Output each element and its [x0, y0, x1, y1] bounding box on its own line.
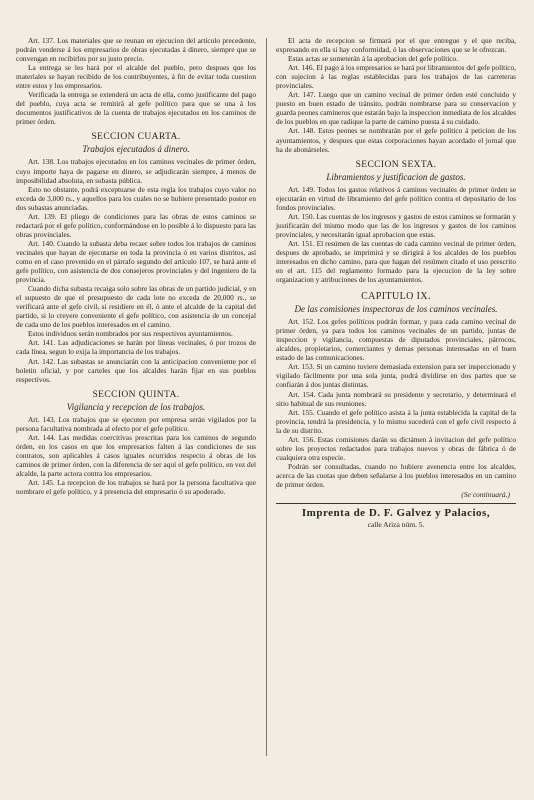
imprint-line: Imprenta de D. F. Galvez y Palacios, [301, 507, 491, 520]
paragraph: Art. 140. Cuando la subasta deba recaer sobre todos los trabajos de caminos vecinales que hayan de ejecutarse en toda la provincia ó en varios distritos, así como en el caso prevenido en el párrafo segundo del artículo 107, se hará ante el gefe político, con asistencia de dos consejeros provinciales y del ingeniero de la provincia. [16, 238, 256, 285]
paragraph: Art. 153. Si un camino tuviere demasiada extension para ser inspeccionado y vigilado fácilmente por una sola junta, podrá dividirse en dos partes que se confiarán á dos juntas distintas. [276, 362, 516, 390]
paragraph: Art. 155. Cuando el gefe político asista á la junta establecida la capital de la provincia, tendrá la presidencia, y lo mismo sucederá con el gefe civil respecto á la de su distrito. [276, 407, 516, 435]
paragraph: Art. 145. La recepcion de los trabajos se hará por la persona facultativa que nombrare el gefe político, y á presencia del empresario ó su apoderado. [16, 477, 256, 497]
column-divider [266, 38, 267, 756]
paragraph: El acta de recepcion se firmará por el que entregue y el que reciba, expresando en ella si hay conformidad, ó las observaciones que se le ofrezcan. [276, 36, 516, 55]
section-heading: SECCION CUARTA. [91, 132, 181, 143]
paragraph: Art. 141. Las adjudicaciones se harán por líneas vecinales, ó por trozos de cada línea, segun lo exija la importancia de los trabajos. [16, 338, 256, 357]
section-subheading: Libramientos y justificacion de gastos. [326, 171, 466, 182]
paragraph: Art. 143. Los trabajos que se ejecuten por empresa serán vigilados por la persona facultativa nombrada al efecto por el gefe político. [16, 414, 256, 433]
continued-note: (Se continuará.) [461, 490, 510, 500]
imprint-rule [276, 503, 516, 504]
paragraph: Art. 138. Los trabajos ejecutados en los caminos vecinales de primer órden, cuyo importe haya de pagarse en dinero, se adjudicarán siempre, á menos de imposibilidad absoluta, en subasta pública. [16, 157, 256, 185]
paragraph: Art. 139. El pliego de condiciones para las obras de estos caminos se redactará por el gefe político, conformándose en lo posible á lo dispuesto para las obras provinciales. [16, 211, 256, 239]
chapter-subheading: De las comisiones inspectoras de los caminos vecinales. [294, 304, 498, 315]
section-heading: SECCION SEXTA. [355, 159, 437, 170]
paragraph: Art. 154. Cada junta nombrará su presidente y secretario, y determinará el sitio habitual de sus reuniones. [276, 389, 516, 408]
paragraph: Art. 151. El resúmen de las cuentas de cada camino vecinal de primer órden, despues de aprobado, se imprimirá y se dirigirá á los alcaldes de los pueblos interesados en dicho camino, para que hagan del resúmen citado el uso prescrito en el art. 115 del reglamento formado para la ejecucion de la ley sobre organizacion y atribuciones de los ayuntamientos. [276, 238, 516, 285]
right-column [276, 36, 516, 529]
paragraph: Esto no obstante, podrá exceptuarse de esta regla los trabajos cuyo valor no exceda de 3,000 rs., y aquellos para los cuales no se hubiere presentado postor en dos subastas anunciadas. [16, 184, 256, 212]
paragraph: Podrán ser consultadas, cuando no hubiere avenencia entre los alcaldes, acerca de las cuotas que deben señalarse á los pueblos interesados en un camino de primer órden. [276, 461, 516, 489]
paragraph: Art. 147. Luego que un camino vecinal de primer órden esté concluido y puesto en buen estado de tránsito, podrán nombrarse para su conservacion y guarda peones camineros que estarán bajo la inspeccion inmediata de los alcaldes de los pueblos en que radique la parte de camino puesta á su cuidado. [276, 90, 516, 127]
paragraph: Art. 156. Estas comisiones darán su dictámen á invitacion del gefe político sobre los proyectos redactados para trabajos nuevos y obras de fábrica ó de cualquiera otra especie. [276, 434, 516, 462]
chapter-heading: CAPITULO IX. [361, 291, 431, 303]
paragraph: Art. 148. Estos peones se nombrarán por el gefe político á peticion de los ayuntamientos, y despues que estas corporaciones hayan acordado el jornal que ha de abonárseles. [276, 126, 516, 154]
imprint-address: calle Ariza núm. 5. [367, 520, 425, 530]
paragraph: Art. 150. Las cuentas de los ingresos y gastos de estos caminos se formarán y justificarán del mismo modo que las de los ingresos y gastos de los caminos provinciales, y necesitarán igual aprobacion que estas. [276, 211, 516, 239]
paragraph: Cuando dicha subasta recaiga solo sobre las obras de un partido judicial, y en el supuesto de que el presupuesto de cada lote no exceda de 20,000 rs., se verificará ante el gefe civil, si residiere en él, ó ante el alcalde de la capital del partido, si lo creyere conveniente el gefe político, con asistencia de un concejal de cada uno de los pueblos interesados en el camino. [16, 284, 256, 330]
paragraph: Art. 142. Las subastas se anunciarán con la anticipacion conveniente por el boletin oficial, y por carteles que los alcaldes harán fijar en sus pueblos respectivos. [16, 356, 256, 384]
paragraph: Art. 137. Los materiales que se reunan en ejecucion del artículo precedente, podrán venderse á los empresarios de obras ejecutadas á dinero, siempre que se convengan en recibirlos por su justo precio. [16, 36, 256, 64]
section-subheading: Vigilancia y recepcion de los trabajos. [66, 401, 206, 412]
section-heading: SECCION QUINTA. [92, 389, 180, 400]
paragraph: Art. 146. El pago á los empresarios se hará por libramientos del gefe político, con sujecion á las reglas establecidas para los trabajos de las carreteras provinciales. [276, 63, 516, 91]
paragraph: Estos individuos serán nombrados por sus respectivos ayuntamientos. [28, 329, 233, 339]
section-subheading: Trabajos ejecutados á dinero. [82, 144, 190, 155]
paragraph: La entrega se les hará por el alcalde del pueblo, pero despues que los materiales se hayan recibido de los contribuyentes, á fin de evitar toda cuestion entre estos y los empresarios. [16, 63, 256, 91]
paragraph: Art. 152. Los gefes políticos podrán formar, y para cada camino vecinal de primer órden, ya para todos los caminos vecinales de un partido, juntas de inspeccion y vigilancia, compuestas de diputados provinciales, párrocos, alcaldes, propietarios, comerciantes y demas personas interesadas en el buen estado de las comunicaciones. [276, 317, 516, 363]
paragraph: Verificada la entrega se extenderá un acta de ella, como justificante del pago del pueblo, cuya acta se remitirá al gefe político para que se una á los documentos justificativos de la cuenta de trabajos ejecutados en los caminos de primer órden. [16, 90, 256, 127]
paragraph: Estas actas se someterán á la aprobacion del gefe político. [288, 54, 459, 64]
paragraph: Art. 144. Las medidas coercitivas prescritas para los caminos de segundo órden, en los casos en que los empresarios falten á las condiciones de sus contratos, son aplicables á casos iguales ocurridos respecto á obras de los caminos de primer órden, con la diferencia de ser aquí el gefe político, en vez del alcalde, la parte actora contra los empresarios. [16, 432, 256, 478]
paragraph: Art. 149. Todos los gastos relativos á caminos vecinales de primer órden se ejecutarán en virtud de libramiento del gefe político contra el depositario de los fondos provinciales. [276, 184, 516, 212]
left-column [16, 36, 256, 496]
